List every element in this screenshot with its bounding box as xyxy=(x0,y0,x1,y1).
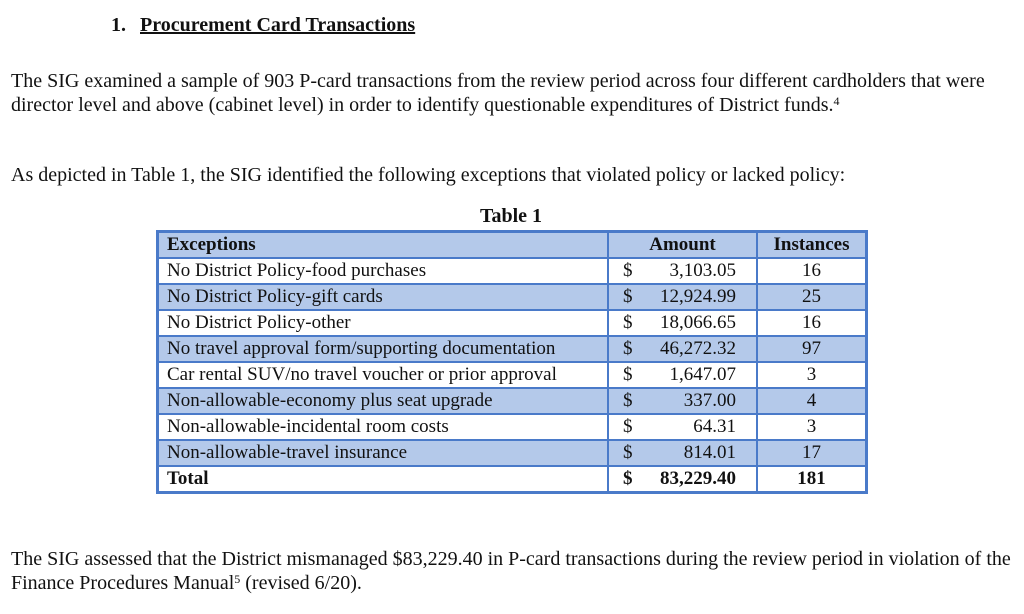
currency-symbol: $ xyxy=(623,364,633,385)
currency-symbol: $ xyxy=(623,442,633,463)
table-row xyxy=(158,440,867,466)
amount-value: 18,066.65 xyxy=(660,312,736,333)
header-exceptions: Exceptions xyxy=(158,232,609,259)
amount-value: 3,103.05 xyxy=(669,260,736,281)
header-amount: Amount xyxy=(608,232,757,259)
amount-value: 46,272.32 xyxy=(660,338,736,359)
table-caption xyxy=(0,205,1024,228)
exception-cell: Non-allowable-travel insurance xyxy=(158,440,609,466)
amount-wrapper xyxy=(617,415,748,439)
currency-symbol: $ xyxy=(623,312,633,333)
exception-cell: Non-allowable-economy plus seat upgrade xyxy=(158,388,609,414)
amount-wrapper xyxy=(617,363,748,387)
amount-cell xyxy=(608,284,757,310)
table-row xyxy=(158,284,867,310)
amount-cell xyxy=(608,388,757,414)
currency-symbol: $ xyxy=(623,286,633,307)
footnote-ref-5[interactable]: 5 xyxy=(234,572,241,586)
table-caption-text: Table 1 xyxy=(479,205,543,227)
currency-symbol: $ xyxy=(623,338,633,359)
amount-value: 1,647.07 xyxy=(669,364,736,385)
amount-cell xyxy=(608,336,757,362)
amount-wrapper xyxy=(617,311,748,335)
exception-cell: Non-allowable-incidental room costs xyxy=(158,414,609,440)
header-instances: Instances xyxy=(757,232,867,259)
exception-cell: No District Policy-food purchases xyxy=(158,258,609,284)
amount-value: 814.01 xyxy=(683,442,736,463)
instances-cell: 4 xyxy=(757,388,867,414)
amount-wrapper xyxy=(617,441,748,465)
amount-cell xyxy=(608,440,757,466)
instances-cell: 3 xyxy=(757,414,867,440)
amount-cell xyxy=(608,414,757,440)
amount-value: 83,229.40 xyxy=(660,468,736,489)
instances-cell: 16 xyxy=(757,258,867,284)
section-title: Procurement Card Transactions xyxy=(140,14,416,36)
currency-symbol: $ xyxy=(623,468,633,489)
intro-text: The SIG examined a sample of 903 P-card transactions from the review period across four different cardholders that were director level and above (cabinet level) in order to identify questionable expenditures of District funds. xyxy=(11,70,985,116)
amount-cell xyxy=(608,362,757,388)
amount-wrapper xyxy=(617,285,748,309)
table-row xyxy=(158,388,867,414)
exception-cell: No District Policy-gift cards xyxy=(158,284,609,310)
amount-wrapper xyxy=(617,337,748,361)
instances-cell: 17 xyxy=(757,440,867,466)
amount-wrapper xyxy=(617,467,748,491)
intro-paragraph xyxy=(11,69,1016,117)
total-amount-cell xyxy=(608,466,757,493)
total-label-cell: Total xyxy=(158,466,609,493)
table-row xyxy=(158,336,867,362)
amount-cell xyxy=(608,310,757,336)
amount-value: 64.31 xyxy=(693,416,736,437)
currency-symbol: $ xyxy=(623,416,633,437)
amount-wrapper xyxy=(617,389,748,413)
currency-symbol: $ xyxy=(623,390,633,411)
amount-cell xyxy=(608,258,757,284)
table-intro-paragraph: As depicted in Table 1, the SIG identified the following exceptions that violated policy or lacked policy: xyxy=(11,164,846,186)
currency-symbol: $ xyxy=(623,260,633,281)
amount-value: 12,924.99 xyxy=(660,286,736,307)
exception-cell: No District Policy-other xyxy=(158,310,609,336)
amount-wrapper xyxy=(617,259,748,283)
section-number: 1. xyxy=(111,14,126,36)
exceptions-table xyxy=(156,230,868,494)
conclusion-text-end: (revised 6/20). xyxy=(240,572,362,594)
conclusion-text: The SIG assessed that the District mismanaged $83,229.40 in P-card transactions during the review period in violation of the Finance Procedures Manual xyxy=(11,548,1011,594)
table-row xyxy=(158,258,867,284)
table-header-row xyxy=(158,232,867,259)
instances-cell: 25 xyxy=(757,284,867,310)
section-heading xyxy=(111,14,415,37)
instances-cell: 97 xyxy=(757,336,867,362)
table-row xyxy=(158,310,867,336)
instances-cell: 16 xyxy=(757,310,867,336)
exception-cell: Car rental SUV/no travel voucher or prior approval xyxy=(158,362,609,388)
amount-value: 337.00 xyxy=(683,390,736,411)
exception-cell: No travel approval form/supporting documentation xyxy=(158,336,609,362)
table-row xyxy=(158,362,867,388)
conclusion-paragraph xyxy=(11,547,1016,595)
total-instances-cell: 181 xyxy=(757,466,867,493)
footnote-ref-4[interactable]: 4 xyxy=(833,94,840,108)
table-total-row xyxy=(158,466,867,493)
table-row xyxy=(158,414,867,440)
instances-cell: 3 xyxy=(757,362,867,388)
